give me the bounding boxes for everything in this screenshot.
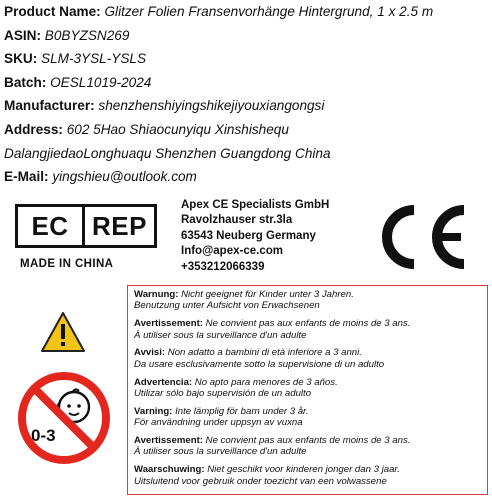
email-label: E-Mail: xyxy=(4,169,49,185)
warning-sv-text-2: För användning under uppsyn av vuxna xyxy=(134,417,303,429)
warning-it-text-2: Da usare esclusivamente sotto la supervisione di un adulto xyxy=(134,358,385,370)
email-row xyxy=(4,165,490,189)
warning-de xyxy=(134,289,487,312)
ce-mark-icon xyxy=(370,202,470,272)
warning-fr-text: Ne convient pas aux enfants de moins de 3 ans. xyxy=(205,318,411,330)
warning-sv xyxy=(134,406,487,429)
asin-label: ASIN: xyxy=(4,27,42,43)
warning-fr-2-text: Ne convient pas aux enfants de moins de 3 ans. xyxy=(205,435,411,447)
apex-line-3: 63543 Neuberg Germany xyxy=(181,229,316,242)
warning-fr-text-2: À utiliser sous la surveillance d'un adulte xyxy=(134,329,307,341)
warning-nl-text: Niet geschikt voor kinderen jonger dan 3 jaar. xyxy=(207,464,400,476)
age-text: 0-3 xyxy=(31,426,56,445)
product-name-value: Glitzer Folien Fransenvorhänge Hintergrund, 1 x 2.5 m xyxy=(104,4,434,19)
warning-fr-2-text-2: À utiliser sous la surveillance d'un adulte xyxy=(134,446,307,458)
warning-fr-2 xyxy=(134,435,487,458)
sku-value: SLM-3YSL-YSLS xyxy=(41,51,147,67)
address-row-2 xyxy=(4,142,490,166)
apex-line-1: Apex CE Specialists GmbH xyxy=(181,199,330,211)
warning-fr xyxy=(134,318,487,341)
product-name-row xyxy=(4,0,490,24)
address-value: 602 5Hao Shiaocunyiqu Xinshishequ xyxy=(66,121,289,137)
no-children-under-3-icon xyxy=(16,370,112,466)
asin-row xyxy=(4,24,490,48)
sku-label: SKU: xyxy=(4,51,38,67)
warning-nl xyxy=(134,464,487,487)
warning-fr-label: Avertissement: xyxy=(134,318,203,330)
manufacturer-row xyxy=(4,94,490,118)
apex-line-4: Info@apex-ce.com xyxy=(181,245,283,258)
made-in-china: MADE IN CHINA xyxy=(20,258,114,270)
warning-sv-text: Inte lämplig för barn under 3 år. xyxy=(175,405,309,417)
asin-value: B0BYZSN269 xyxy=(44,27,130,43)
ec-rep-symbol xyxy=(15,204,157,248)
warning-it-text: Non adatto a bambini di età inferiore a 3 anni. xyxy=(167,347,362,359)
warning-it xyxy=(134,347,487,370)
rep-text: REP xyxy=(92,210,147,241)
batch-label: Batch: xyxy=(4,74,47,90)
email-value: yingshieu@outlook.com xyxy=(52,169,197,185)
warning-de-label: Warnung: xyxy=(134,289,179,300)
warning-icon xyxy=(40,311,86,353)
address-label: Address: xyxy=(4,121,63,137)
sku-row xyxy=(4,47,490,71)
warning-it-label: Avvisi: xyxy=(134,347,166,359)
apex-line-2: Ravolzhauser str.3la xyxy=(181,214,293,227)
apex-line-5: +353212066339 xyxy=(181,260,265,273)
product-name-label: Product Name: xyxy=(4,4,101,19)
ec-text: EC xyxy=(18,207,85,245)
warning-es-label: Advertencia: xyxy=(134,376,193,388)
warning-nl-text-2: Uitsluitend voor gebruik onder toezicht van een volwassene xyxy=(134,475,387,487)
warning-sv-label: Varning: xyxy=(134,405,173,417)
eu-representative xyxy=(181,198,329,275)
warning-nl-label: Waarschuwing: xyxy=(134,464,205,476)
manufacturer-value: shenzhenshiyingshikejiyouxiangongsi xyxy=(98,98,325,114)
warning-de-text: Nicht geeignet für Kinder unter 3 Jahren. xyxy=(181,289,354,300)
address-row xyxy=(4,118,490,142)
safety-warnings xyxy=(127,285,488,495)
manufacturer-label: Manufacturer: xyxy=(4,98,95,114)
batch-value: OESL1019-2024 xyxy=(50,74,152,90)
warning-es xyxy=(134,377,487,400)
batch-row xyxy=(4,71,490,95)
warning-es-text-2: Utilizar sólo bajo supervisión de un adulto xyxy=(134,388,312,400)
warning-de-text-2: Benutzung unter Aufsicht von Erwachsenen xyxy=(134,300,320,312)
product-info xyxy=(4,0,490,189)
warning-fr-2-label: Avertissement: xyxy=(134,435,203,447)
warning-es-text: No apto para menores de 3 años. xyxy=(194,376,338,388)
address-value-2: DalangjiedaoLonghuaqu Shenzhen Guangdong China xyxy=(4,145,331,161)
